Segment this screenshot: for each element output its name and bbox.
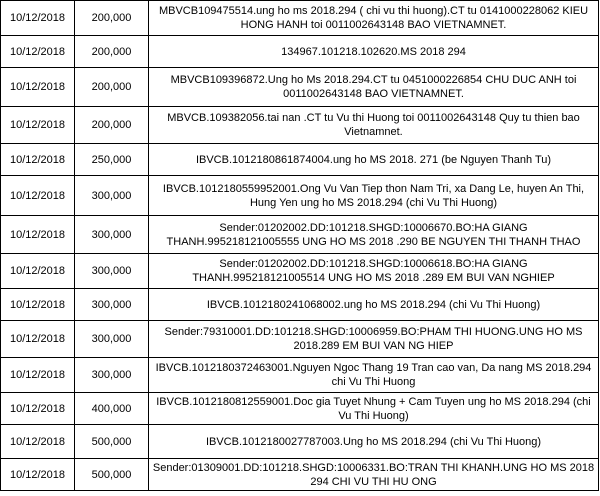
- date-cell: 10/12/2018: [1, 254, 75, 289]
- table-row: [1, 358, 599, 393]
- date-cell: 10/12/2018: [1, 1, 75, 36]
- description-cell: IBVCB.1012180861874004.ung ho MS 2018. 271 (be Nguyen Thanh Tu): [149, 144, 599, 176]
- amount-cell: 250,000: [75, 144, 149, 176]
- description-cell: MBVCB109475514.ung ho ms 2018.294 ( chi vu thi huong).CT tu 0141000228062 KIEU HONG HANH toi 0011002643148 BAO VIETNAMNET.: [149, 1, 599, 36]
- table-row: [1, 216, 599, 254]
- date-cell: 10/12/2018: [1, 144, 75, 176]
- date-cell: 10/12/2018: [1, 425, 75, 459]
- description-cell: MBVCB109396872.Ung ho Ms 2018.294.CT tu 0451000226854 CHU DUC ANH toi 0011002643148 BAO VIETNAMNET.: [149, 68, 599, 107]
- amount-cell: 200,000: [75, 107, 149, 144]
- date-cell: 10/12/2018: [1, 36, 75, 68]
- amount-cell: 500,000: [75, 459, 149, 491]
- date-cell: 10/12/2018: [1, 289, 75, 321]
- amount-cell: 400,000: [75, 393, 149, 425]
- date-cell: 10/12/2018: [1, 358, 75, 393]
- description-cell: 134967.101218.102620.MS 2018 294: [149, 36, 599, 68]
- description-cell: Sender:01202002.DD:101218.SHGD:10006670.BO:HA GIANG THANH.995218121005555 UNG HO MS 2018 .290 BE NGUYEN THI THANH THAO: [149, 216, 599, 254]
- description-cell: Sender:01309001.DD:101218.SHGD:10006331.BO:TRAN THI KHANH.UNG HO MS 2018 294 CHI VU THI HU ONG: [149, 459, 599, 491]
- table-row: [1, 425, 599, 459]
- description-cell: IBVCB.1012180559952001.Ong Vu Van Tiep thon Nam Tri, xa Dang Le, huyen An Thi, Hung Yen ung ho MS 2018.294 (chi Vu Thi Huong): [149, 176, 599, 216]
- description-cell: IBVCB.1012180372463001.Nguyen Ngoc Thang 19 Tran cao van, Da nang MS 2018.294 chi Vu Thi Huong: [149, 358, 599, 393]
- amount-cell: 200,000: [75, 68, 149, 107]
- description-cell: Sender:01202002.DD:101218.SHGD:10006618.BO:HA GIANG THANH.995218121005514 UNG HO MS 2018 .289 EM BUI VAN NGHIEP: [149, 254, 599, 289]
- table-row: [1, 1, 599, 36]
- date-cell: 10/12/2018: [1, 107, 75, 144]
- date-cell: 10/12/2018: [1, 393, 75, 425]
- table-row: [1, 393, 599, 425]
- amount-cell: 200,000: [75, 1, 149, 36]
- date-cell: 10/12/2018: [1, 321, 75, 358]
- amount-cell: 300,000: [75, 216, 149, 254]
- table-row: [1, 176, 599, 216]
- description-cell: IBVCB.1012180027787003.Ung ho MS 2018.294 (chi Vu Thi Huong): [149, 425, 599, 459]
- description-cell: MBVCB.109382056.tai nan .CT tu Vu thi Huong toi 0011002643148 Quy tu thien bao Vietnamnet.: [149, 107, 599, 144]
- amount-cell: 200,000: [75, 36, 149, 68]
- donation-table-body: [1, 1, 599, 491]
- date-cell: 10/12/2018: [1, 68, 75, 107]
- date-cell: 10/12/2018: [1, 176, 75, 216]
- amount-cell: 300,000: [75, 358, 149, 393]
- table-row: [1, 107, 599, 144]
- table-row: [1, 254, 599, 289]
- amount-cell: 300,000: [75, 176, 149, 216]
- table-row: [1, 144, 599, 176]
- table-row: [1, 459, 599, 491]
- table-row: [1, 36, 599, 68]
- amount-cell: 500,000: [75, 425, 149, 459]
- description-cell: IBVCB.1012180241068002.ung ho MS 2018.294 (chi Vu Thi Huong): [149, 289, 599, 321]
- amount-cell: 300,000: [75, 321, 149, 358]
- amount-cell: 300,000: [75, 254, 149, 289]
- date-cell: 10/12/2018: [1, 216, 75, 254]
- table-row: [1, 68, 599, 107]
- amount-cell: 300,000: [75, 289, 149, 321]
- date-cell: 10/12/2018: [1, 459, 75, 491]
- table-row: [1, 289, 599, 321]
- description-cell: Sender:79310001.DD:101218.SHGD:10006959.BO:PHAM THI HUONG.UNG HO MS 2018.289 EM BUI VAN NG HIEP: [149, 321, 599, 358]
- description-cell: IBVCB.1012180812559001.Doc gia Tuyet Nhung + Cam Tuyen ung ho MS 2018.294 (chi Vu Thi Huong): [149, 393, 599, 425]
- table-row: [1, 321, 599, 358]
